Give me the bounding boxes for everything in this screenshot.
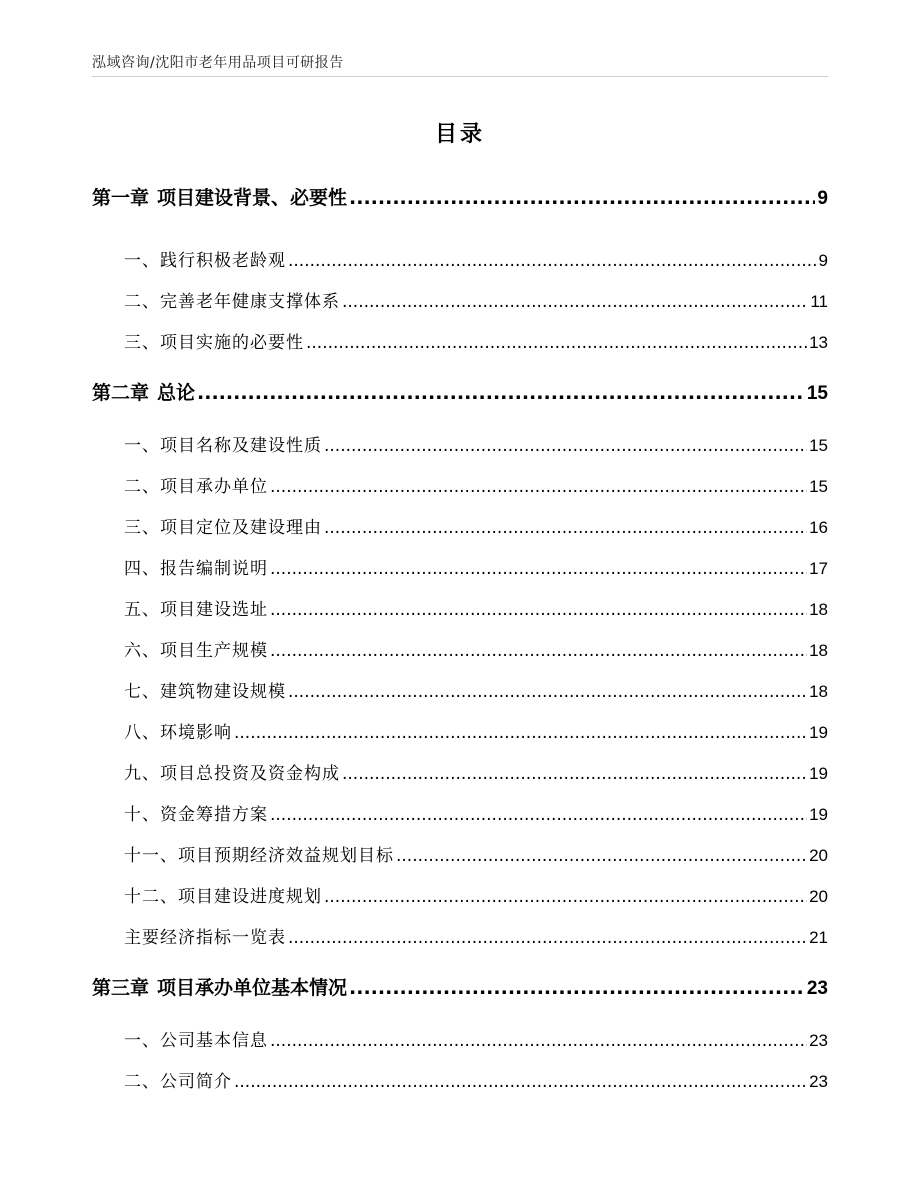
toc-entry-number: 一、 [124, 1031, 160, 1051]
toc-entry-section[interactable] [124, 472, 828, 497]
toc-entry-number: 二、 [124, 1072, 160, 1092]
toc-entry-number: 第三章 [92, 977, 150, 999]
toc-entry-number: 六、 [124, 641, 160, 661]
toc-entry-page: 23 [806, 978, 828, 999]
dot-leader [342, 764, 807, 784]
toc-entry-page: 15 [809, 477, 828, 496]
toc-entry-page: 17 [809, 559, 828, 578]
toc-entry-page: 11 [810, 292, 828, 311]
toc-entry-label: 项目名称及建设性质 [160, 436, 322, 456]
toc-entry-number: 第一章 [92, 187, 150, 209]
toc-entry-number: 九、 [124, 764, 160, 784]
dot-leader [288, 251, 817, 271]
toc-entry-page: 9 [817, 188, 828, 209]
dot-leader [342, 292, 808, 312]
toc-entry-number: 三、 [124, 518, 160, 538]
toc-entry-number: 一、 [124, 436, 160, 456]
toc-entry-number: 四、 [124, 559, 160, 579]
toc-entry-label: 完善老年健康支撑体系 [160, 292, 340, 312]
running-header: 泓域咨询/沈阳市老年用品项目可研报告 [92, 55, 344, 71]
toc-entry-label: 项目承办单位基本情况 [157, 977, 348, 999]
dot-leader [349, 977, 805, 999]
dot-leader [324, 518, 807, 538]
toc-entry-section[interactable] [124, 328, 828, 353]
toc-entry-page: 19 [809, 764, 828, 783]
toc-entry-number: 二、 [124, 292, 160, 312]
toc-entry-section[interactable] [124, 636, 828, 661]
dot-leader [197, 382, 805, 404]
toc-entry-label: 主要经济指标一览表 [124, 928, 286, 948]
toc-entry-page: 23 [809, 1072, 828, 1091]
toc-entry-label: 项目预期经济效益规划目标 [178, 846, 394, 866]
toc-entry-label: 项目实施的必要性 [160, 333, 304, 353]
dot-leader [270, 477, 807, 497]
dot-leader [270, 805, 807, 825]
dot-leader [288, 928, 807, 948]
dot-leader [234, 723, 807, 743]
toc-entry-number: 十二、 [124, 887, 178, 907]
toc-entry-label: 公司基本信息 [160, 1031, 268, 1051]
toc-entry-page: 21 [809, 928, 828, 947]
toc-entry-number: 二、 [124, 477, 160, 497]
toc-entry-section[interactable] [124, 554, 828, 579]
toc-entry-label: 项目生产规模 [160, 641, 268, 661]
toc-entry-section[interactable] [124, 923, 828, 948]
dot-leader [396, 846, 807, 866]
toc-entry-label: 项目总投资及资金构成 [160, 764, 340, 784]
toc-entry-label: 项目建设进度规划 [178, 887, 322, 907]
toc-entry-label: 公司简介 [160, 1072, 232, 1092]
toc-title: 目录 [434, 122, 485, 147]
toc-entry-label: 践行积极老龄观 [160, 251, 286, 271]
toc-entry-page: 13 [809, 333, 828, 352]
toc-entry-chapter-2[interactable] [92, 378, 828, 405]
toc-entry-label: 项目建设背景、必要性 [157, 187, 348, 209]
toc-entry-section[interactable] [124, 677, 828, 702]
toc-entry-label: 建筑物建设规模 [160, 682, 286, 702]
toc-entry-number: 三、 [124, 333, 160, 353]
dot-leader [324, 887, 807, 907]
toc-entry-number: 八、 [124, 723, 160, 743]
toc-entry-chapter-1[interactable] [92, 183, 828, 210]
toc-entry-section[interactable] [124, 1026, 828, 1051]
toc-entry-page: 23 [809, 1031, 828, 1050]
toc-entry-page: 20 [809, 846, 828, 865]
toc-entry-page: 20 [809, 887, 828, 906]
toc-entry-number: 十、 [124, 805, 160, 825]
toc-entry-section[interactable] [124, 841, 828, 866]
toc-entry-number: 第二章 [92, 382, 150, 404]
toc-entry-page: 18 [809, 641, 828, 660]
toc-entry-section[interactable] [124, 882, 828, 907]
toc-entry-page: 15 [809, 436, 828, 455]
toc-entry-page: 18 [809, 600, 828, 619]
dot-leader [288, 682, 807, 702]
toc-entry-label: 资金筹措方案 [160, 805, 268, 825]
toc-entry-section[interactable] [124, 718, 828, 743]
dot-leader [270, 559, 807, 579]
dot-leader [324, 436, 807, 456]
toc-entry-label: 总论 [157, 382, 196, 404]
toc-entry-label: 项目承办单位 [160, 477, 268, 497]
toc-entry-label: 项目定位及建设理由 [160, 518, 322, 538]
toc-entry-page: 15 [806, 383, 828, 404]
dot-leader [270, 1031, 807, 1051]
dot-leader [234, 1072, 807, 1092]
toc-entry-label: 环境影响 [160, 723, 232, 743]
dot-leader [349, 187, 815, 209]
toc-entry-page: 19 [809, 805, 828, 824]
toc-entry-number: 十一、 [124, 846, 178, 866]
toc-entry-section[interactable] [124, 800, 828, 825]
toc-entry-page: 18 [809, 682, 828, 701]
toc-entry-chapter-3[interactable] [92, 973, 828, 1000]
toc-entry-label: 报告编制说明 [160, 559, 268, 579]
toc-entry-section[interactable] [124, 287, 828, 312]
toc-entry-section[interactable] [124, 1067, 828, 1092]
toc-entry-page: 19 [809, 723, 828, 742]
dot-leader [270, 600, 807, 620]
toc-entry-section[interactable] [124, 513, 828, 538]
toc-entry-page: 9 [818, 251, 828, 270]
toc-entry-section[interactable] [124, 759, 828, 784]
dot-leader [270, 641, 807, 661]
dot-leader [306, 333, 807, 353]
toc-entry-section[interactable] [124, 431, 828, 456]
toc-entry-number: 一、 [124, 251, 160, 271]
toc-entry-page: 16 [809, 518, 828, 537]
toc-entry-number: 七、 [124, 682, 160, 702]
toc-entry-section[interactable] [124, 595, 828, 620]
toc-entry-number: 五、 [124, 600, 160, 620]
toc-entry-section[interactable] [124, 246, 828, 271]
toc-entry-label: 项目建设选址 [160, 600, 268, 620]
